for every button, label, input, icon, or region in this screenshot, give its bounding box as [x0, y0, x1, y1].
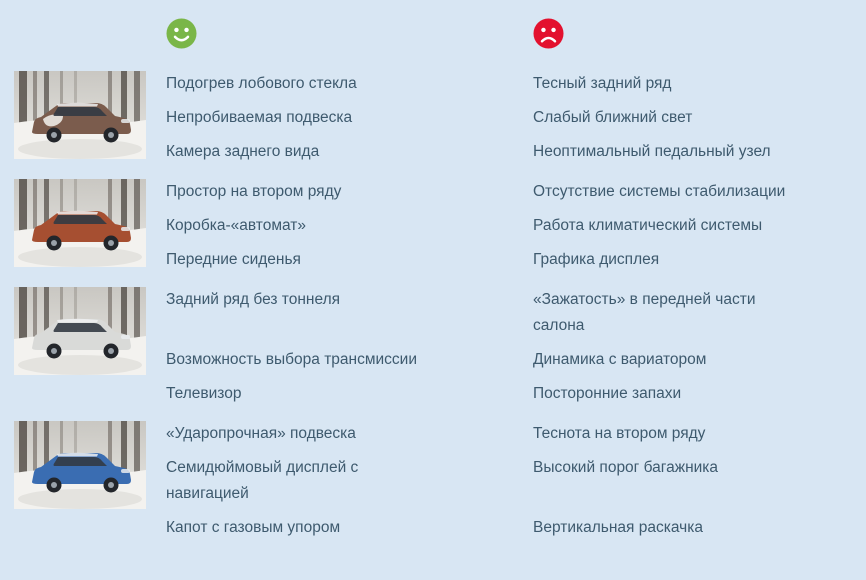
pro-item: Коробка-«автомат» — [166, 217, 307, 234]
con-item: Тесный задний ряд — [533, 75, 672, 92]
con-item: Слабый ближний свет — [533, 109, 693, 126]
con-item: Работа климатический системы — [533, 217, 763, 234]
con-item: Графика дисплея — [533, 251, 660, 268]
car-row-1 — [14, 71, 866, 165]
car-row-2 — [14, 179, 866, 273]
pro-item: Возможность выбора трансмиссии — [166, 351, 417, 368]
pros-column-header — [166, 18, 533, 49]
con-item: Теснота на втором ряду — [533, 425, 706, 442]
con-item: Динамика с вариатором — [533, 351, 707, 368]
pro-item: Камера заднего вида — [166, 143, 320, 160]
con-item: Высокий порог багажника — [533, 459, 719, 476]
con-item: Вертикальная раскачка — [533, 519, 703, 536]
happy-smiley-icon — [166, 18, 197, 49]
car-row-3 — [14, 287, 866, 407]
car-photo-4 — [14, 421, 146, 509]
pro-item: Телевизор — [166, 385, 242, 402]
con-item: Отсутствие системы стабилизации — [533, 183, 786, 200]
pro-item: Подогрев лобового стекла — [166, 75, 357, 92]
car-photo-2 — [14, 179, 146, 267]
pro-item: Капот с газовым упором — [166, 519, 341, 536]
con-item: Неоптимальный педальный узел — [533, 143, 771, 160]
sad-smiley-icon — [533, 18, 564, 49]
pro-item: Семидюймовый дисплей с навигацией — [166, 459, 359, 502]
pro-item: Непробиваемая подвеска — [166, 109, 353, 126]
cons-column-header — [533, 18, 866, 49]
pro-item: Задний ряд без тоннеля — [166, 291, 341, 308]
con-item: Посторонние запахи — [533, 385, 682, 402]
car-photo-3 — [14, 287, 146, 375]
car-row-4 — [14, 421, 866, 541]
car-photo-1 — [14, 71, 146, 159]
header-row — [14, 18, 866, 49]
pro-item: Передние сиденья — [166, 251, 301, 268]
pro-item: Простор на втором ряду — [166, 183, 342, 200]
pro-item: «Ударопрочная» подвеска — [166, 425, 356, 442]
con-item: «Зажатость» в передней части салона — [533, 291, 756, 334]
